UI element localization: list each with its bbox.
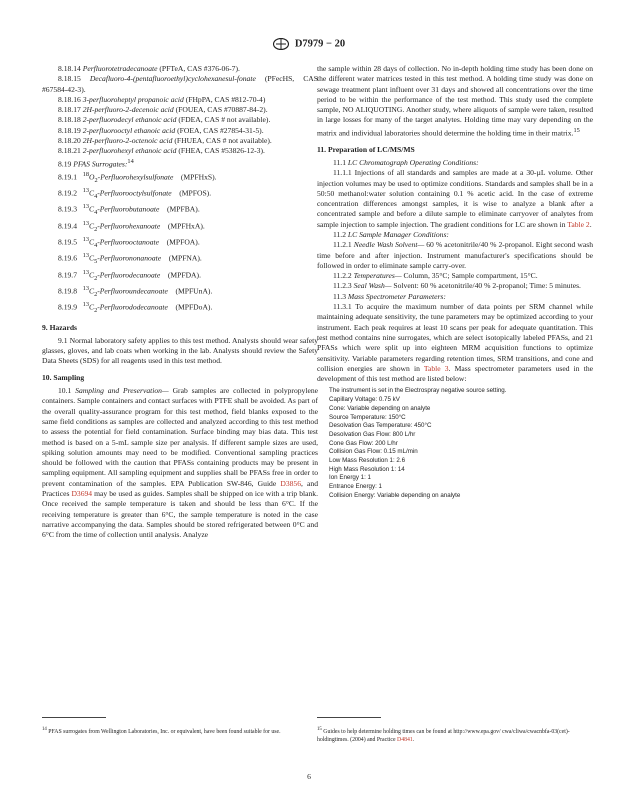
surrogate-item: 8.19.9 $^{13}C_2$-Perfluorododecanoate (MPFDoA). — [58, 301, 213, 315]
ms-parameter: Cone: Variable depending on analyte — [329, 404, 431, 412]
ms-parameter: Entrance Energy: 1 — [329, 483, 382, 491]
surrogate-list — [42, 170, 318, 317]
analyte-item: 8.18.16 3-perfluoroheptyl propanoic acid (FHpPA, CAS #812-70-4) — [58, 94, 266, 104]
ms-parameter: Desolvation Gas Temperature: 450°C — [329, 422, 432, 430]
section-10-title: 10. Sampling — [42, 372, 85, 382]
sample-manager-heading: 11.2 LC Sample Manager Conditions: — [333, 229, 449, 239]
analyte-item: 8.18.19 2-perfluorooctyl ethanoic acid (FOEA, CAS #27854-31-5). — [58, 125, 264, 135]
footnote-rule-right — [317, 717, 381, 718]
analyte-item: 8.18.18 2-perfluorodecyl ethanoic acid (FDEA, CAS # not available). — [58, 115, 271, 125]
ref-table-3-link[interactable]: Table 3 — [423, 363, 449, 373]
ms-parameter: Collision Energy: Variable depending on analyte — [329, 491, 461, 499]
analyte-item: 8.18.20 2H-perfluoro-2-octenoic acid (FHUEA, CAS # not available). — [58, 136, 272, 146]
temperatures-text: 11.2.2 Temperatures— Column, 35°C; Sample compartment, 15°C. — [333, 271, 538, 281]
surrogate-item: 8.19.3 $^{13}C_4$-Perfluorobutanoate (MPFBA). — [58, 203, 200, 217]
surrogate-item: 8.19.7 $^{13}C_2$-Perfluorodecanoate (MPFDA). — [58, 268, 201, 282]
surrogate-item: 8.19.2 $^{13}C_4$-Perfluorooctylsulfonate (MPFOS). — [58, 186, 212, 200]
ms-parameter: Low Mass Resolution 1: 2.6 — [329, 457, 406, 465]
analyte-item: 8.18.15 Decafluoro-4-(pentafluoroethyl)cyclohexanesul-fonate (PFecHS, CAS #67584-42-3). — [42, 74, 319, 94]
surrogate-item: 8.19.6 $^{13}C_5$-Perfluorononanoate (MPFNA). — [58, 252, 202, 266]
ms-parameters-heading: 11.3 Mass Spectrometer Parameters: — [333, 291, 446, 301]
analyte-list — [42, 64, 318, 157]
needle-wash-text: 11.2.1 Needle Wash Solvent— 60 % acetonitrile/40 % 2-propanol. Eight second wash time before and after injection. Instrument manufacturer's specifications should be followed in order to eliminate sample carry-over. — [317, 240, 593, 270]
surrogates-heading: 8.19 PFAS Surrogates:$^{14}$ — [58, 157, 134, 169]
ms-parameter: Cone Gas Flow: 200 L/hr — [329, 439, 398, 447]
page-number: 6 — [307, 772, 311, 781]
page-header — [0, 38, 618, 50]
surrogate-item: 8.19.8 $^{13}C_2$-Perfluoroundecanoate (MPFUnA). — [58, 284, 213, 298]
ms-parameters-text: 11.3.1 To acquire the maximum number of data points per SRM channel while maintaining adequate sensitivity, the tune parameters may be optimized according to your instrument. Each peak requires at least 10 scans per peak for adequate quantitation. This test method contains nine surrogates, which are select isotopically labeled PFASs, and 21 PFASs which were split up into eighteen MRM acquisition functions to optimize sensitivity. Variable parameters regarding retention times, SRM transitions, and cone and collision energies are shown in Table 3. Mass spectrometer parameters used in the development of this test method are listed below: — [317, 302, 594, 384]
astm-logo-icon — [273, 38, 289, 50]
seal-wash-text: 11.2.3 Seal Wash— Solvent: 60 % acetonitrile/40 % 2-propanol; Time: 5 minutes. — [333, 281, 581, 291]
surrogate-item: 8.19.4 $^{13}C_2$-Perfluorohexanoate (MPFHxA). — [58, 219, 205, 233]
ref-table-2-link[interactable]: Table 2 — [567, 219, 590, 229]
ms-parameter: Source Temperature: 150°C — [329, 413, 406, 421]
ms-parameter: Desolvation Gas Flow: 800 L/hr — [329, 430, 416, 438]
footnote-14: $^{14}$ PFAS surrogates from Wellington Laboratories, Inc. or equivalent, have been found suitable for use. — [42, 727, 281, 735]
section-10-text: 10.1 Sampling and Preservation— Grab samples are collected in polypropylene containers. Sample containers and contact surfaces with PTFE shall be avoided. As part of the overall quality-assurance program for this test method, field blanks exposed to the same field conditions as samples are collected and analyzed according to this test method to assess the potential for field contamination. Surface binding may bias data. This test method is based on a 5-mL sample size per analysis. If different sample sizes are used, spiking solution amounts may need to be modified. Conventional sampling practices should be followed with the caution that PFASs containing products may be present in sampling equipment. All sampling equipment and supplies shall be PFASs free in order to prevent contamination of the samples. EPA Publication SW-846, Guide D3856, and Practices D3694 may be used as guides. Samples shall be shipped on ice with a trip blank. Once received the sample temperature is taken and should be less than 6°C. If the receiving temperature is greater than 6°C, the sample temperature is noted in the case narrative accompanying the data. Samples should be stored refrigerated between 0°C and 6°C from the time of collection until analysis. Analyze — [42, 386, 318, 540]
section-9-text: 9.1 Normal laboratory safety applies to this test method. Analysts should wear safety glasses, gloves, and lab coats when working in the lab. Analysts should review the Safety Data Sheets (SDS) for all reagents used in this test method. — [42, 335, 318, 366]
lc-conditions-heading: 11.1 LC Chromatograph Operating Conditions: — [333, 157, 479, 167]
analyte-item: 8.18.17 2H-perfluoro-2-decenoic acid (FOUEA, CAS #70887-84-2). — [58, 105, 268, 115]
footnote-rule-left — [42, 717, 106, 718]
analyte-item: 8.18.14 Perfluorotetradecanoate (PFTeA, CAS #376-06-7). — [58, 64, 240, 73]
ref-d3694-link[interactable]: D3694 — [71, 489, 93, 499]
ref-d3856-link[interactable]: D3856 — [280, 478, 302, 488]
ms-parameter: The instrument is set in the Electrospray negative source setting. — [329, 387, 507, 395]
ms-parameter: Collision Gas Flow: 0.15 mL/min — [329, 448, 418, 456]
surrogate-item: 8.19.5 $^{13}C_4$-Perfluorooctanoate (MPFOA). — [58, 235, 200, 249]
surrogate-item: 8.19.1 $^{18}O_2$-Perfluorohexylsulfonate (MPFHxS). — [58, 170, 217, 184]
left-column — [42, 64, 318, 541]
ref-d4841-link[interactable]: D4841 — [397, 736, 413, 743]
right-column — [317, 64, 593, 501]
holding-time-text: the sample within 28 days of collection. No in-depth holding time study has been done on the different water matrices tested in this test method. A holding time study was done on sewage treatment plant influent over 31 days and showed all concentrations over the time period to be within the performance of the test method. This study used the complete sample, NO ALIQUOTING. Another study, where aliquots of sample were taken, resulted in large losses for many of the target analytes. Holding time may vary depending on the matrix and individual laboratories should determine the holding time in their matrix.$^{15}$ — [317, 64, 593, 138]
injections-text: 11.1.1 Injections of all standards and samples are made at a 30-µL volume. Other injection volumes may be used to optimize conditions. Standards and samples shall be in a 50:50 methanol:water solution containing 0.1 % acetic acid. In the case of extreme concentration differences amongst samples, it is wise to analyze a blank after a concentrated sample and before a dilute sample to eliminate carryover of analytes from sample injection to sample injection. The gradient conditions for LC are shown in Table 2. — [317, 168, 593, 229]
ms-parameter-list — [329, 387, 593, 500]
document-designation: D7979 − 20 — [294, 38, 346, 50]
footnote-15: $^{15}$ Guides to help determine holding times can be found at http://www.epa.gov/ cwa/cliwa/cwacnbfa-03(cet)-holdingtimes. (2004) and Practice D4841. — [317, 727, 570, 743]
ms-parameter: Ion Energy 1: 1 — [329, 474, 371, 482]
ms-parameter: High Mass Resolution 1: 14 — [329, 465, 405, 473]
analyte-item: 8.18.21 2-perfluorohexyl ethanoic acid (FHEA, CAS #53826-12-3). — [58, 146, 265, 156]
section-9-title: 9. Hazards — [42, 322, 78, 332]
section-11-title: 11. Preparation of LC/MS/MS — [317, 144, 415, 154]
ms-parameter: Capillary Voltage: 0.75 kV — [329, 396, 400, 404]
